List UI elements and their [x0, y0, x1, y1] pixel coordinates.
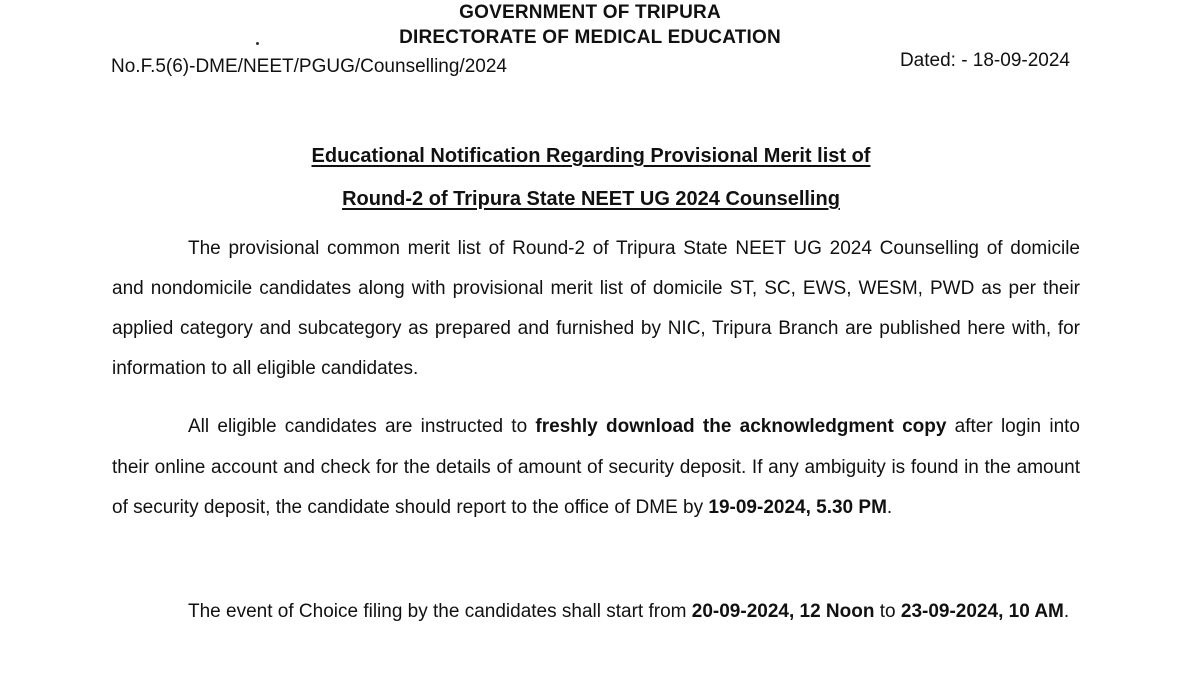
reference-number: No.F.5(6)-DME/NEET/PGUG/Counselling/2024 — [111, 56, 507, 77]
date-line: Dated: - 18-09-2024 — [899, 50, 1070, 71]
choice-filling-start-bold: 20-09-2024, 12 Noon — [691, 601, 875, 622]
scan-speck — [256, 42, 259, 45]
paragraph-acknowledgment-mid: after login into their online account and check for the details of amount of security deposit. If any ambiguity is found in the amount of security deposit, the candidate should report to the office of DME by — [112, 416, 1080, 518]
paragraph-acknowledgment — [112, 407, 1080, 529]
paragraph-acknowledgment-pre: All eligible candidates are instructed to — [188, 416, 536, 437]
paragraph-choice-filling-pre: The event of Choice filing by the candidates shall start from — [188, 601, 692, 622]
paragraph-choice-filling-post: . — [1063, 601, 1070, 622]
acknowledgment-instruction-bold: freshly download the acknowledgment copy — [535, 416, 947, 437]
directorate-heading: DIRECTORATE OF MEDICAL EDUCATION — [399, 27, 781, 48]
paragraph-choice-filling-mid: to — [874, 601, 901, 622]
paragraph-merit-list-text: The provisional common merit list of Round-2 of Tripura State NEET UG 2024 Counselling of domicile and nondomicile candidates along with provisional merit list of domicile ST, SC, EWS, WESM, PWD as per their applied category and subcategory as prepared and furnished by NIC, Tripura Branch are published here with, for information to all eligible candidates. — [112, 238, 1080, 379]
paragraph-acknowledgment-post: . — [886, 497, 893, 518]
paragraph-merit-list — [112, 229, 1080, 389]
notification-title-line-2: Round-2 of Tripura State NEET UG 2024 Counselling — [342, 188, 840, 210]
government-heading: GOVERNMENT OF TRIPURA — [459, 2, 721, 23]
choice-filling-end-bold: 23-09-2024, 10 AM — [900, 601, 1064, 622]
report-deadline-bold: 19-09-2024, 5.30 PM — [708, 497, 887, 518]
paragraph-choice-filling — [112, 590, 1080, 634]
notification-title-line-1: Educational Notification Regarding Provisional Merit list of — [311, 145, 871, 167]
